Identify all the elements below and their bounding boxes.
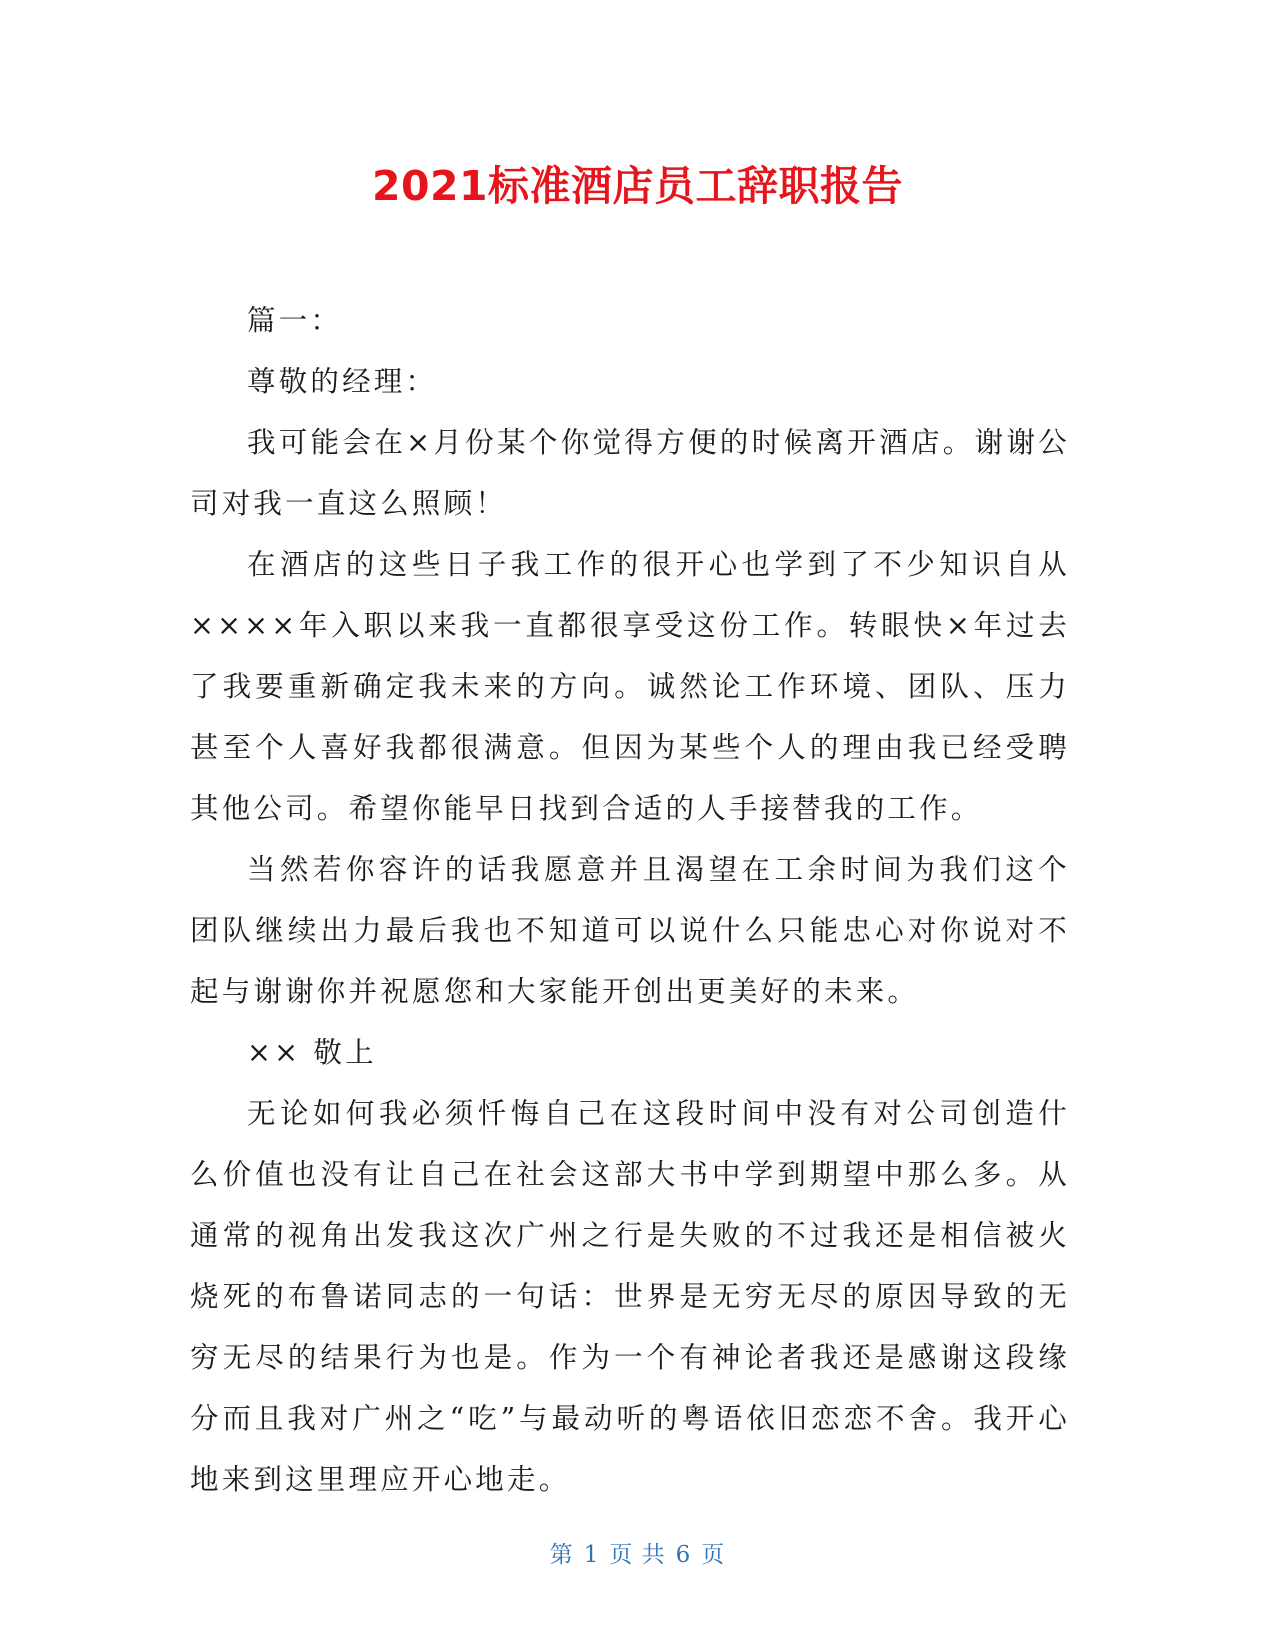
document-body	[190, 290, 1070, 1510]
signature-line: ×× 敬上	[247, 1036, 377, 1069]
body-paragraph: 我可能会在×月份某个你觉得方便的时候离开酒店。谢谢公司对我一直这么照顾！	[190, 426, 1070, 520]
body-paragraph: 无论如何我必须忏悔自己在这段时间中没有对公司创造什么价值也没有让自己在社会这部大书中学到期望中那么多。从通常的视角出发我这次广州之行是失败的不过我还是相信被火烧死的布鲁诺同志的一句话：世界是无穷无尽的原因导致的无穷无尽的结果行为也是。作为一个有神论者我还是感谢这段缘分而且我对广州之“吃”与最动听的粤语依旧恋恋不舍。我开心地来到这里理应开心地走。	[190, 1097, 1070, 1496]
body-paragraph: 在酒店的这些日子我工作的很开心也学到了不少知识自从××××年入职以来我一直都很享受这份工作。转眼快×年过去了我要重新确定我未来的方向。诚然论工作环境、团队、压力甚至个人喜好我都很满意。但因为某些个人的理由我已经受聘其他公司。希望你能早日找到合适的人手接替我的工作。	[190, 548, 1070, 825]
page-number-footer	[0, 1536, 1275, 1569]
body-paragraph: 当然若你容许的话我愿意并且渴望在工余时间为我们这个团队继续出力最后我也不知道可以说什么只能忠心对你说对不起与谢谢你并祝愿您和大家能开创出更美好的未来。	[190, 853, 1070, 1008]
page-title: 2021标准酒店员工辞职报告	[371, 162, 904, 210]
salutation: 尊敬的经理：	[247, 365, 438, 398]
footer-suffix: 页	[701, 1542, 726, 1568]
section-heading: 篇一：	[247, 304, 343, 337]
footer-middle: 页 共	[609, 1542, 666, 1568]
footer-prefix: 第	[549, 1542, 574, 1568]
footer-total-pages: 6	[675, 1542, 692, 1568]
footer-current-page: 1	[583, 1542, 600, 1568]
